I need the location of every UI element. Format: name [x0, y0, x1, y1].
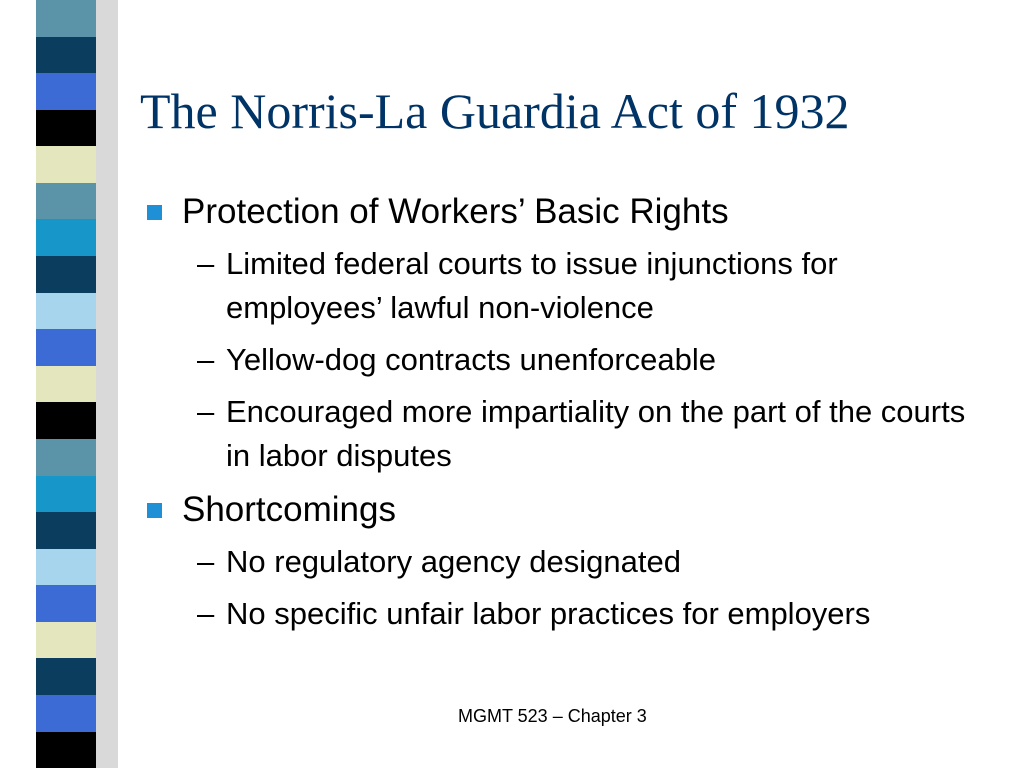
dash-marker: –: [197, 596, 215, 631]
sub-bullet-text: No specific unfair labor practices for employers: [226, 596, 871, 631]
stripe-block: [36, 402, 96, 439]
stripe-block: [36, 329, 96, 366]
sub-bullet-item: [145, 390, 995, 478]
stripe-block: [36, 366, 96, 403]
stripe-block: [36, 256, 96, 293]
sub-bullet-text: Limited federal courts to issue injunctions for employees’ lawful non-violence: [226, 246, 838, 325]
stripe-block: [36, 293, 96, 330]
slide-title: The Norris-La Guardia Act of 1932: [140, 83, 850, 139]
sub-bullet-item: [145, 242, 995, 330]
stripe-blocks: [36, 0, 96, 768]
sub-bullet-item: [145, 592, 995, 636]
sub-bullet-list: [145, 242, 995, 478]
square-bullet-icon: [147, 503, 162, 518]
sub-bullet-text: No regulatory agency designated: [226, 544, 681, 579]
stripe-block: [36, 110, 96, 147]
stripe-block: [36, 183, 96, 220]
stripe-block: [36, 219, 96, 256]
stripe-block: [36, 73, 96, 110]
stripe-block: [36, 512, 96, 549]
dash-marker: –: [197, 394, 215, 429]
stripe-block: [36, 0, 96, 37]
slide-content: [145, 190, 995, 646]
stripe-block: [36, 585, 96, 622]
stripe-block: [36, 658, 96, 695]
stripe-block: [36, 37, 96, 74]
sub-bullet-item: [145, 540, 995, 584]
stripe-block: [36, 549, 96, 586]
decorative-stripe: [0, 0, 118, 768]
sub-bullet-list: [145, 540, 995, 636]
stripe-block: [36, 476, 96, 513]
stripe-block: [36, 146, 96, 183]
bullet-item: [145, 190, 995, 234]
sub-bullet-item: [145, 338, 995, 382]
stripe-block: [36, 695, 96, 732]
stripe-block: [36, 732, 96, 768]
sub-bullet-text: Yellow-dog contracts unenforceable: [226, 342, 717, 377]
dash-marker: –: [197, 342, 215, 377]
stripe-block: [36, 439, 96, 476]
square-bullet-icon: [147, 205, 162, 220]
bullet-item: [145, 488, 995, 532]
bullet-text: Shortcomings: [182, 490, 396, 529]
slide-footer: MGMT 523 – Chapter 3: [458, 706, 647, 726]
sub-bullet-text: Encouraged more impartiality on the part of the courts in labor disputes: [226, 394, 966, 473]
bullet-text: Protection of Workers’ Basic Rights: [182, 192, 729, 231]
dash-marker: –: [197, 246, 215, 281]
stripe-block: [36, 622, 96, 659]
dash-marker: –: [197, 544, 215, 579]
